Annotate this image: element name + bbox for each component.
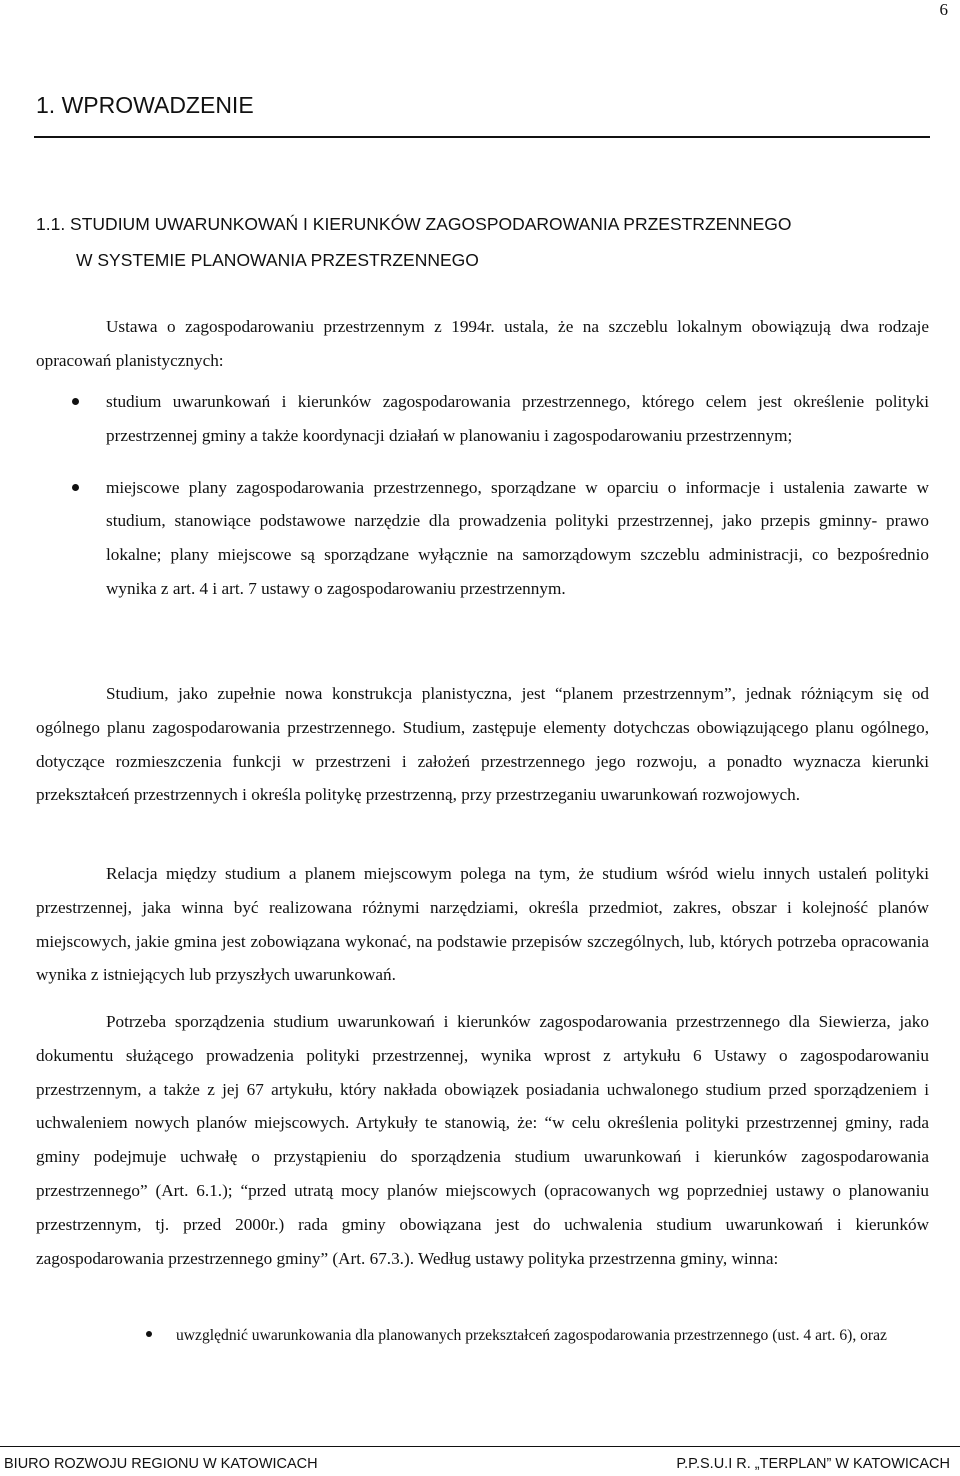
section-title-line-1: 1.1. STUDIUM UWARUNKOWAŃ I KIERUNKÓW ZAGOSPODAROWANIA PRZESTRZENNEGO — [36, 214, 792, 234]
list-item-text: uwzględnić uwarunkowania dla planowanych przekształceń zagospodarowania przestrzennego (ust. 4 art. 6), oraz — [176, 1327, 887, 1344]
list-item-text: miejscowe plany zagospodarowania przestrzennego, sporządzane w oparciu o informacje i ustalenia zawarte w studium, stanowiące podstawowe narzędzie dla prowadzenia polityki przestrzennej, jako przepis gminny- prawo lokalne; plany miejscowe są sporządzane wyłącznie na samorządowym szczeblu administracji, co bezpośrednio wynika z art. 4 i art. 7 ustawy o zagospodarowaniu przestrzennym. — [106, 477, 929, 598]
list-item — [36, 385, 929, 453]
page-number: 6 — [939, 0, 948, 19]
footer-left: BIURO ROZWOJU REGIONU W KATOWICACH — [4, 1456, 318, 1472]
list-item — [36, 1320, 929, 1351]
footer-right: P.P.S.U.I R. „TERPLAN” W KATOWICACH — [676, 1456, 950, 1472]
body-paragraph: Potrzeba sporządzenia studium uwarunkowań i kierunków zagospodarowania przestrzennego dla Siewierza, jako dokumentu służącego prowadzenia polityki przestrzennej, wynika wprost z artykułu 6 Ustawy o zagospodarowaniu przestrzennym, a także z jej 67 artykułu, który nakłada obowiązek posiadania uchwalonego studium przed sporządzeniem i uchwaleniem nowych planów miejscowych. Artykuły te stanowią, że: “w celu określenia polityki przestrzennej gminy, rada gminy podejmuje uchwałę o przystąpieniu do sporządzenia studium uwarunkowań i kierunków zagospodarowania przestrzennego” (Art. 6.1.); “przed utratą mocy planów miejscowych (opracowanych wg poprzedniej ustawy o planowaniu przestrzennym, tj. przed 2000r.) rada gminy obowiązana jest do uchwalenia studium uwarunkowań i kierunków zagospodarowania przestrzennego gminy” (Art. 67.3.). Według ustawy polityka przestrzenna gminy, winna: — [36, 1012, 929, 1268]
plan-types-list — [36, 385, 929, 606]
body-paragraph: Relacja między studium a planem miejscowym polega na tym, że studium wśród wielu innych ustaleń polityki przestrzennej, jaka winna być realizowana różnymi narzędziami, określa przedmiot, zakres, obszar i kolejność planów miejscowych, jakie gmina jest zobowiązana wykonać, na podstawie przepisów szczególnych, lub, których potrzeba opracowania wynika z istniejących lub przyszłych uwarunkowań. — [36, 864, 929, 985]
bullet-icon — [146, 1331, 152, 1337]
intro-paragraph: Ustawa o zagospodarowaniu przestrzennym z 1994r. ustala, że na szczeblu lokalnym obowiązują dwa rodzaje opracowań planistycznych: — [36, 317, 929, 370]
bullet-icon — [72, 484, 79, 491]
footer-divider — [0, 1446, 960, 1447]
body-paragraph: Studium, jako zupełnie nowa konstrukcja planistyczna, jest “planem przestrzennym”, jednak różniącym się od ogólnego planu zagospodarowania przestrzennego. Studium, zastępuje elementy dotychczas obowiązującego planu ogólnego, dotyczące rozmieszczenia funkcji w przestrzeni i założeń przestrzennego jego rozwoju, a ponadto wyznacza kierunki przekształceń przestrzennych i określa politykę przestrzenną, przy przestrzeganiu uwarunkowań rozwojowych. — [36, 684, 929, 805]
policy-list — [36, 1320, 929, 1351]
list-item — [36, 471, 929, 606]
bullet-icon — [72, 398, 79, 405]
chapter-title: 1. WPROWADZENIE — [36, 92, 254, 118]
section-title-line-2: W SYSTEMIE PLANOWANIA PRZESTRZENNEGO — [76, 250, 479, 270]
list-item-text: studium uwarunkowań i kierunków zagospodarowania przestrzennego, którego celem jest określenie polityki przestrzennej gminy a także koordynacji działań w planowaniu i zagospodarowaniu przestrzennym; — [106, 392, 929, 445]
chapter-divider — [34, 136, 930, 138]
section-title — [36, 206, 791, 278]
